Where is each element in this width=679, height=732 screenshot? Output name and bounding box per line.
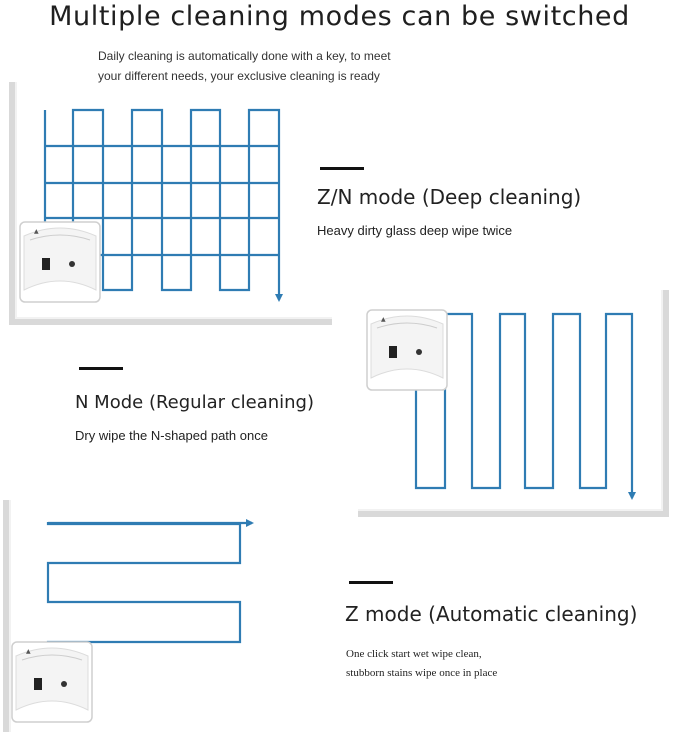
n-mode-path	[416, 314, 632, 498]
svg-text:▲: ▲	[34, 228, 39, 235]
window-frame-z	[6, 500, 10, 732]
window-cleaning-robot-icon	[367, 310, 447, 390]
zn-mode-title: Z/N mode (Deep cleaning)	[317, 185, 582, 209]
zn-mode-dash	[320, 167, 364, 170]
page-subtitle	[98, 46, 391, 86]
subtitle-line-2: your different needs, your exclusive cleaning is ready	[98, 69, 380, 83]
z-mode-desc-line-1: One click start wet wipe clean,	[346, 648, 482, 660]
svg-text:▲: ▲	[26, 648, 31, 655]
subtitle-line-1: Daily cleaning is automatically done with a key, to meet	[98, 49, 391, 63]
zn-mode-desc: Heavy dirty glass deep wipe twice	[317, 223, 513, 238]
svg-text:▲: ▲	[381, 316, 386, 323]
z-mode-dash	[349, 581, 393, 584]
window-cleaning-robot-icon	[12, 642, 92, 722]
page-title: Multiple cleaning modes can be switched	[49, 1, 630, 32]
z-mode-desc-line-2: stubborn stains wipe once in place	[346, 667, 498, 679]
window-cleaning-robot-icon	[20, 222, 100, 302]
n-mode-dash	[79, 367, 123, 370]
z-mode-desc	[346, 645, 497, 683]
z-mode-title: Z mode (Automatic cleaning)	[345, 602, 638, 626]
n-mode-title: N Mode (Regular cleaning)	[75, 392, 315, 413]
n-mode-desc: Dry wipe the N-shaped path once	[75, 428, 268, 443]
